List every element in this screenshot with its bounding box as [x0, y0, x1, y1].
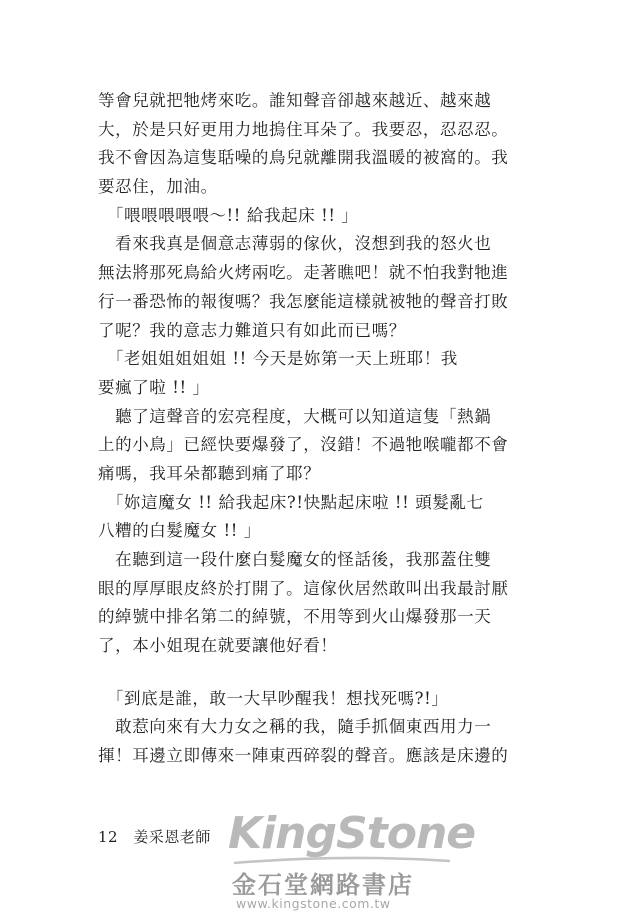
- text-line: 上的小鳥」已經快要爆發了，沒錯！不過牠喉嚨都不會: [98, 435, 509, 455]
- text-line: 敢惹向來有大力女之稱的我，隨手抓個東西用力一: [98, 717, 492, 737]
- text-line: 要瘋了啦 !! 」: [98, 377, 210, 397]
- author-name: 姜采恩老師: [133, 828, 211, 846]
- text-line: 聽了這聲音的宏亮程度，大概可以知道這隻「熱鍋: [98, 406, 492, 426]
- text-line: 要忍住，加油。: [98, 177, 218, 197]
- page-number: 12: [98, 828, 119, 846]
- watermark-url: www.kingstone.com.tw: [236, 896, 391, 911]
- text-line: 我不會因為這隻聒噪的鳥兒就離開我溫暖的被窩的。我: [98, 148, 509, 168]
- watermark-store-name: 金石堂網路書店: [232, 870, 414, 899]
- text-line: 八糟的白髮魔女 !! 」: [98, 521, 261, 541]
- text-line: 「喂喂喂喂喂～!! 給我起床 !! 」: [98, 205, 359, 225]
- text-line: 「老姐姐姐姐姐 !! 今天是妳第一天上班耶！我: [98, 349, 458, 369]
- text-line: 的綽號中排名第二的綽號，不用等到火山爆發那一天: [98, 607, 492, 627]
- text-line: 「到底是誰，敢一大早吵醒我！想找死嗎?!」: [98, 688, 449, 708]
- watermark-logo: KingStone: [228, 808, 476, 859]
- text-line: 在聽到這一段什麼白髮魔女的怪話後，我那蓋住雙: [98, 550, 492, 569]
- page-body-text: [98, 87, 548, 771]
- page-footer: [98, 826, 211, 847]
- text-line: 揮！耳邊立即傳來一陣東西碎裂的聲音。應該是床邊的: [98, 746, 509, 766]
- text-line: 「妳這魔女 !! 給我起床?!快點起床啦 !! 頭髮亂七: [98, 492, 484, 512]
- text-line: 無法將那死鳥給火烤兩吃。走著瞧吧！就不怕我對牠進: [98, 263, 509, 283]
- paragraph-gap: [98, 661, 548, 685]
- text-line: 了呢？我的意志力難道只有如此而已嗎？: [98, 320, 406, 340]
- kingstone-watermark: [228, 808, 476, 911]
- text-line: 眼的厚厚眼皮終於打開了。這傢伙居然敢叫出我最討厭: [98, 578, 509, 598]
- text-line: 痛嗎，我耳朵都聽到痛了耶？: [98, 463, 321, 483]
- text-line: 了，本小姐現在就要讓他好看！: [98, 636, 338, 656]
- text-line: 大，於是只好更用力地摀住耳朵了。我要忍，忍忍忍。: [98, 119, 509, 139]
- text-line: 行一番恐怖的報復嗎？我怎麼能這樣就被牠的聲音打敗: [98, 291, 509, 311]
- text-line: 看來我真是個意志薄弱的傢伙，沒想到我的怒火也: [98, 234, 492, 254]
- text-line: 等會兒就把牠烤來吃。誰知聲音卻越來越近、越來越: [98, 91, 492, 110]
